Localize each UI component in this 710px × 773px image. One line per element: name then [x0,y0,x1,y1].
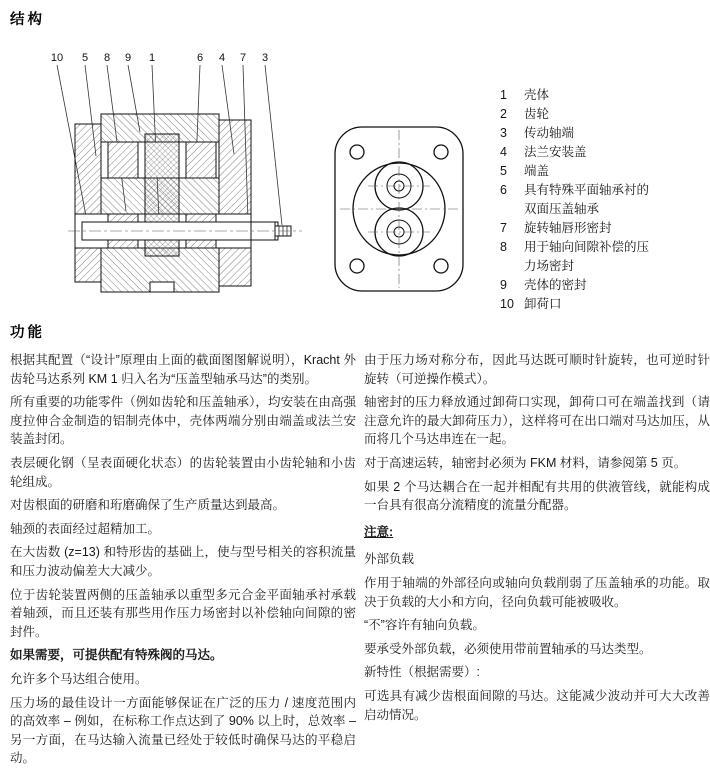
paragraph-emphasis: 如果需要，可提供配有特殊阀的马达。 [10,648,223,663]
parts-list-item [500,105,705,124]
parts-list [500,86,705,314]
part-number: 8 [500,240,507,254]
part-number: 9 [500,278,507,292]
part-label: 卸荷口 [524,297,562,311]
callout-9: 9 [124,52,132,64]
bolt-hole [434,259,448,273]
part-number: 6 [500,183,507,197]
part-number: 2 [500,107,507,121]
callout-5: 5 [81,52,89,64]
part-label: 法兰安装盖 [524,145,587,159]
part-label: 端盖 [524,164,550,178]
paragraph: 所有重要的功能零件（例如齿轮和压盖轴承），均安装在由高强度拉伸合金制造的铝制壳体中，壳体两端分别由端盖或法兰安装盖封闭。 [10,395,356,447]
parts-list-item [500,124,705,143]
part-label: 传动轴端 [524,126,575,140]
subheading-new-feature: 新特性（根据需要）: [364,665,480,680]
motor-body [75,114,291,292]
part-label: 旋转轴唇形密封 [524,221,612,235]
part-number: 7 [500,221,507,235]
cross-section-drawing [38,46,310,312]
paragraph: 对齿根面的研磨和珩磨确保了生产质量达到最高。 [10,498,286,513]
paragraph: 由于压力场对称分布，因此马达既可顺时针旋转，也可逆时针旋转（可逆操作模式）。 [364,353,710,386]
paragraph: “不”容许有轴向负载。 [364,618,485,633]
paragraph: 轴密封的压力释放通过卸荷口实现，卸荷口可在端盖找到（请注意允许的最大卸荷压力），这样将可在出口端对马达加压，从而将几个马达串连在一起。 [364,395,710,447]
callout-7: 7 [239,52,247,64]
section-title-function: 功能 [10,325,45,341]
paragraph: 可选具有减少齿根面间隙的马达。这能减少波动并可大大改善启动情况。 [364,688,710,722]
part-label: 具有特殊平面轴承衬的双面压盖轴承 [524,183,650,216]
part-number: 5 [500,164,507,178]
bolt-hole [350,259,364,273]
parts-list-item [500,238,705,276]
part-number: 4 [500,145,507,159]
parts-list-item [500,295,705,314]
section-title-structure: 结构 [10,12,45,28]
callout-3: 3 [261,52,269,64]
paragraph: 压力场的最佳设计一方面能够保证在广泛的压力 / 速度范围内的高效率 – 例如，在标称工作点达到了 90% 以上时，总效率 – 另一方面，在马达输入流量已经处于较低时确保马达的平稳启动。 [10,695,356,766]
function-text-left-column [10,351,356,773]
callout-10: 10 [50,52,64,64]
bolt-hole [350,145,364,159]
callout-4: 4 [218,52,226,64]
paragraph: 表层硬化钢（呈表面硬化状态）的齿轮装置由小齿轮轴和小齿轮组成。 [10,455,356,489]
cross-section-figure [38,46,310,312]
part-label: 壳体的密封 [524,278,587,292]
paragraph: 要承受外部负载，必须使用带前置轴承的马达类型。 [364,641,652,656]
paragraph: 根据其配置（“设计”原理由上面的截面图图解说明），Kracht 外齿轮马达系列 KM 1 归入名为“压盖型轴承马达”的类别。 [10,353,356,386]
paragraph: 对于高速运转，轴密封必须为 FKM 材料，请参阅第 5 页。 [364,455,687,470]
callout-6: 6 [196,52,204,64]
part-label: 壳体 [524,88,550,102]
paragraph: 允许多个马达组合使用。 [10,671,148,686]
parts-list-item [500,143,705,162]
part-label: 用于轴向间隙补偿的压力场密封 [524,240,650,273]
part-label: 齿轮 [524,107,550,121]
callout-8: 8 [103,52,111,64]
center-lines [340,130,458,288]
paragraph: 如果 2 个马达耦合在一起并相配有共用的供液管线，就能构成一台具有很高分流精度的流量分配器。 [364,479,710,513]
part-number: 3 [500,126,507,140]
paragraph: 作用于轴端的外部径向或轴向负载削弱了压盖轴承的功能。取决于负载的大小和方向，径向负载可能被吸收。 [364,575,710,609]
parts-list-item [500,219,705,238]
note-heading: 注意: [364,524,394,539]
paragraph: 位于齿轮装置两侧的压盖轴承以重型多元合金平面轴承衬承载着轴颈，而且还装有那些用作压力场密封以补偿轴向间隙的密封件。 [10,587,356,639]
function-text-right-column [364,351,710,729]
parts-list-item [500,276,705,295]
part-number: 10 [500,297,514,311]
front-view-figure [328,118,470,302]
part-number: 1 [500,88,507,102]
paragraph: 轴颈的表面经过超精加工。 [10,521,161,536]
bolt-hole [434,145,448,159]
parts-list-item [500,181,705,219]
parts-list-item [500,162,705,181]
parts-list-item [500,86,705,105]
subheading-external-load: 外部负载 [364,552,415,567]
callout-1: 1 [148,52,156,64]
paragraph: 在大齿数 (z=13) 和特形齿的基础上，使与型号相关的容积流量和压力波动偏差大大减少。 [10,545,356,578]
front-view-drawing [328,118,470,302]
